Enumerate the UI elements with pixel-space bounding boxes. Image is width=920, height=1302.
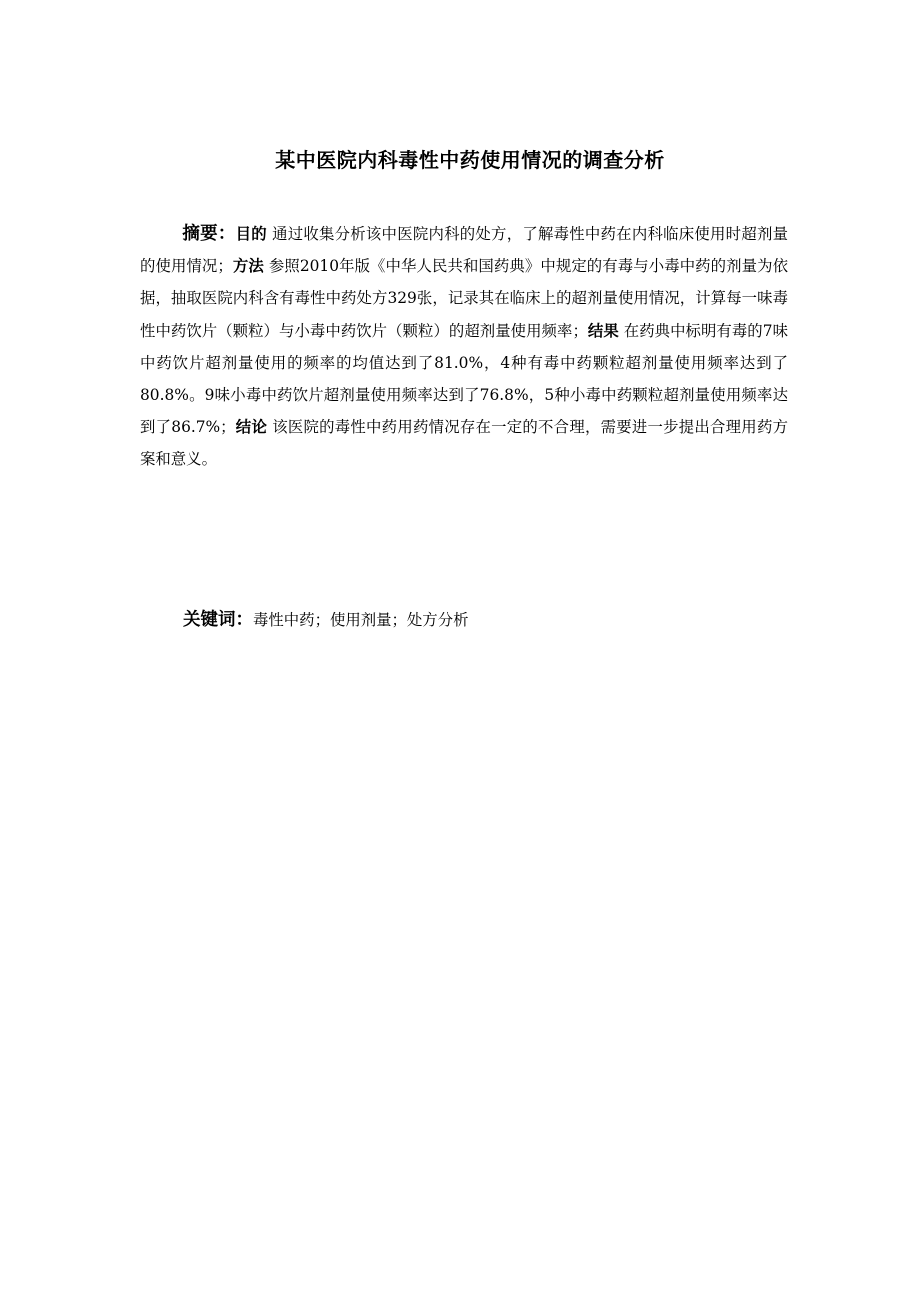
abstract-label: 摘要： bbox=[182, 224, 236, 244]
conclusion-label: 结论 bbox=[235, 418, 268, 437]
objective-label: 目的 bbox=[235, 225, 267, 243]
result-text: 在药典中标明有毒的7味中药饮片超剂量使用的频率的均值达到了81.0%，4种有毒中药颗粒超剂量使用频率达到了80.8%。9味小毒中药饮片超剂量使用频率达到了76.8%，5种小毒中药颗粒超剂量使用频率达到了86.7%； bbox=[140, 321, 788, 437]
objective-text: 通过收集分析该中医院内科的处方，了解毒性中药在内科临床使用时超剂量的使用情况； bbox=[140, 225, 788, 276]
paper-title: 某中医院内科毒性中药使用情况的调查分析 bbox=[275, 148, 665, 172]
keywords-text: 毒性中药；使用剂量；处方分析 bbox=[253, 611, 469, 629]
conclusion-text: 该医院的毒性中药用药情况存在一定的不合理，需要进一步提出合理用药方案和意义。 bbox=[140, 418, 788, 469]
method-text: 参照2010年版《中华人民共和国药典》中规定的有毒与小毒中药的剂量为依据，抽取医院内科含有毒性中药处方329张，记录其在临床上的超剂量使用情况，计算每一味毒性中药饮片（颗粒）与小毒中药饮片（颗粒）的超剂量使用频率； bbox=[140, 257, 788, 340]
abstract-paragraph bbox=[140, 218, 788, 476]
keywords-label: 关键词： bbox=[183, 610, 253, 630]
keywords-line bbox=[183, 606, 783, 634]
method-label: 方法 bbox=[232, 257, 264, 276]
result-label: 结果 bbox=[587, 321, 619, 340]
